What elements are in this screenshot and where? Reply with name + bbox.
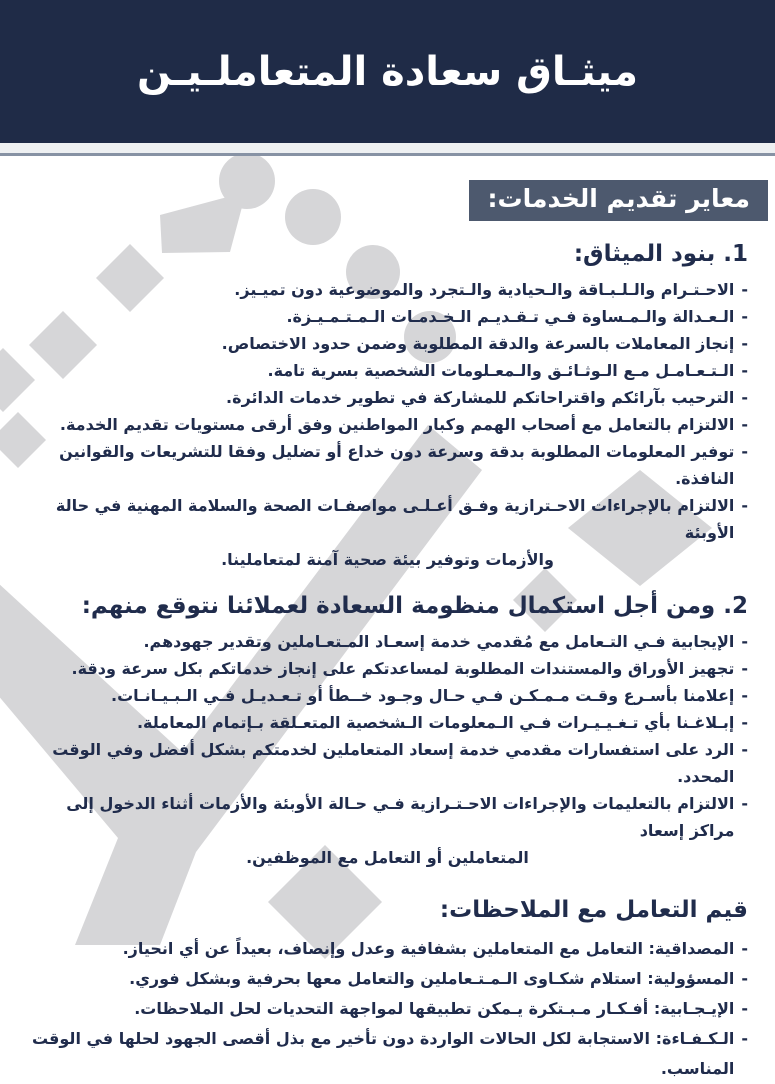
list-item <box>27 1024 748 1084</box>
bullet-text: إعلامنا بأسـرع وقـت مـمـكـن فـي حـال وجـود خــطأ أو تـعـديـل فـي الـبـيـانـات. <box>110 686 735 705</box>
banner-divider-line <box>0 153 775 156</box>
list-item <box>27 736 748 790</box>
standards-header-box: معاير تقديم الخدمات: <box>469 180 768 221</box>
list-item <box>27 934 748 964</box>
list-item <box>27 303 748 330</box>
list-item <box>27 709 748 736</box>
bullet-dash: - <box>741 496 748 515</box>
bullet-dash: - <box>741 1029 748 1048</box>
bullet-text: المصداقية: التعامل مع المتعاملين بشفافية وعدل وإنصاف، بعيداً عن أي انحياز. <box>122 939 735 958</box>
bullet-dash: - <box>741 632 748 651</box>
bullet-dash: - <box>741 388 748 407</box>
page-title: ميثـاق سعادة المتعاملـيـن <box>136 48 639 95</box>
bullet-text: الإيـجـابية: أفـكـار مـبـتكرة يـمكن تطبيقها لمواجهة التحديات لحل الملاحظات. <box>134 999 735 1018</box>
list-item <box>27 384 748 411</box>
banner-strip <box>0 143 775 153</box>
bullet-dash: - <box>741 713 748 732</box>
bullet-dash: - <box>741 442 748 461</box>
list-item <box>27 655 748 682</box>
list-item <box>27 964 748 994</box>
bullet-dash: - <box>741 334 748 353</box>
bullet-text: الرد على استفسارات مقدمي خدمة إسعاد المتعاملين لخدمتكم بشكل أفضل وفي الوقت المحدد. <box>52 740 735 786</box>
bullet-dash: - <box>741 740 748 759</box>
bullet-text: الـعـدالة والـمـساوة فـي تـقـديـم الـخـدمـات الـمـتـمـيـزة. <box>286 307 735 326</box>
bullet-text: الاحـتـرام والـلـبـاقة والـحيادية والـتجرد والموضوعية دون تميـيز. <box>234 280 735 299</box>
list-item <box>27 628 748 655</box>
bullet-dash: - <box>741 999 748 1018</box>
bullet-text: إنجاز المعاملات بالسرعة والدقة المطلوبة وضمن حدود الاختصاص. <box>221 334 735 353</box>
bullet-text: الـكـفـاءة: الاستجابة لكل الحالات الواردة دون تأخير مع بذل أقصى الجهود لحلها في الوقت المناسب. <box>31 1029 735 1078</box>
list-item <box>27 411 748 438</box>
bullet-text: الالتزام بالتعليمات والإجراءات الاحـتـرازية فـي حـالة الأوبئة والأزمات أثناء الدخول إلى مراكز إسعاد <box>66 794 735 840</box>
bullet-dash: - <box>741 939 748 958</box>
list-item <box>27 357 748 384</box>
list-item <box>27 438 748 492</box>
bullet-text: الـتـعـامـل مـع الـوثـائـق والـمعـلومات الشخصية بسرية تامة. <box>267 361 735 380</box>
bullet-dash: - <box>741 361 748 380</box>
list-item <box>27 330 748 357</box>
section-heading: 1. بنود الميثاق: <box>573 241 748 267</box>
section-heading: قيم التعامل مع الملاحظات: <box>439 897 748 923</box>
bullet-text: الترحيب بآرائكم واقتراحاتكم للمشاركة في تطوير خدمات الدائرة. <box>226 388 735 407</box>
document-body <box>0 180 775 1084</box>
bullet-dash: - <box>741 969 748 988</box>
bullet-text: توفير المعلومات المطلوبة بدقة وسرعة دون خداع أو تضليل وفقا للتشريعات والقوانين النافذة. <box>59 442 735 488</box>
section-feedback-values <box>27 897 748 1084</box>
list-item <box>27 682 748 709</box>
bullet-text: الالتزام بالتعامل مع أصحاب الهمم وكبار المواطنين وفق أرقى مستويات تقديم الخدمة. <box>59 415 735 434</box>
section-charter-items <box>27 241 748 573</box>
section-heading: 2. ومن أجل استكمال منظومة السعادة لعملائنا نتوقع منهم: <box>81 593 748 619</box>
bullet-dash: - <box>741 659 748 678</box>
bullet-text-continuation: المتعاملين أو التعامل مع الموظفين. <box>246 848 529 867</box>
bullet-text: الإيجابية فـي التـعامل مع مُقدمي خدمة إسعـاد المـتعـاملين وتقدير جهودهم. <box>143 632 735 651</box>
bullet-dash: - <box>741 307 748 326</box>
bullet-dash: - <box>741 686 748 705</box>
list-item <box>27 790 748 844</box>
bullet-text: المسؤولية: استلام شكـاوى الـمـتـعاملين والتعامل معها بحرفية وبشكل فوري. <box>129 969 735 988</box>
bullet-dash: - <box>741 415 748 434</box>
bullet-text: إبـلاغـنا بأي تـغـيـيـرات فـي الـمعلومات الـشخصية المتعـلقة بـإتمام المعاملة. <box>136 713 735 732</box>
list-item <box>27 492 748 546</box>
list-item <box>27 276 748 303</box>
bullet-dash: - <box>741 794 748 813</box>
list-item <box>27 994 748 1024</box>
bullet-dash: - <box>741 280 748 299</box>
section-customer-expectations <box>27 593 748 871</box>
bullet-text: الالتزام بالإجراءات الاحـترازية وفـق أعـلـى مواصفـات الصحة والسلامة المهنية في حالة الأوبئة <box>55 496 735 542</box>
bullet-text-continuation: والأزمات وتوفير بيئة صحية آمنة لمتعاملينا. <box>221 550 554 569</box>
page-banner <box>0 0 775 143</box>
bullet-text: تجهيز الأوراق والمستندات المطلوبة لمساعدتكم على إنجاز خدماتكم بكل سرعة ودقة. <box>71 659 735 678</box>
